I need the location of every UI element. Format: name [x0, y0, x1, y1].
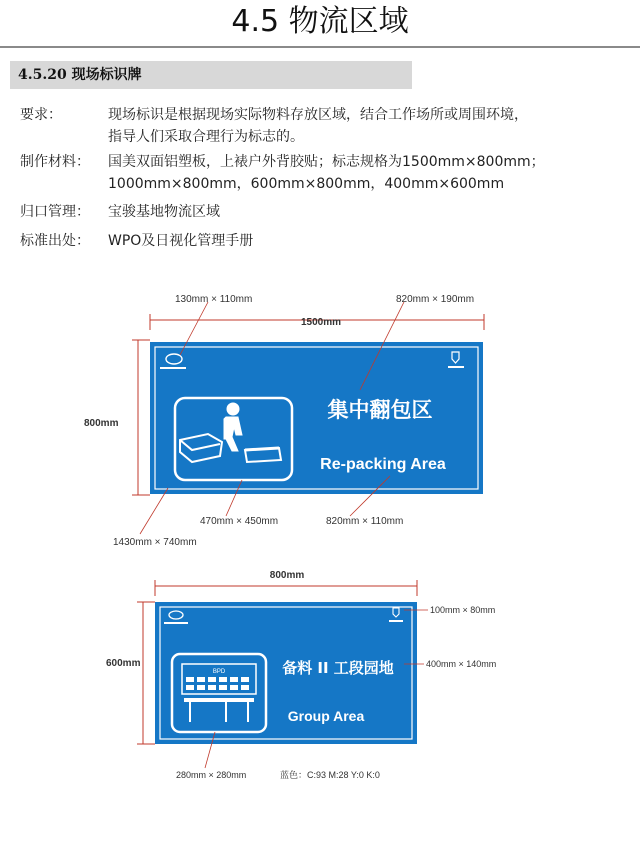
sign1-logo-dim: 130mm × 110mm — [175, 294, 253, 305]
sign1-title-en: Re-packing Area — [320, 456, 446, 473]
sign2-logo-dim: 100mm × 80mm — [430, 605, 496, 615]
source-value: WPO及日视化管理手册 — [108, 233, 254, 249]
requirement-line-2: 指导人们采取合理行为标志的。 — [108, 129, 304, 145]
sign2-width-label: 800mm — [269, 570, 305, 581]
sign1-height-label: 800mm — [84, 418, 119, 429]
sign-color-note: 蓝色：C:93 M:28 Y:0 K:0 — [280, 770, 380, 780]
material-label: 制作材料： — [20, 154, 90, 170]
requirement-line-1: 现场标识是根据现场实际物料存放区域，结合工作场所或周围环境， — [108, 107, 528, 123]
sign1-inner-dim: 1430mm × 740mm — [113, 537, 197, 548]
requirement-value — [108, 104, 613, 148]
sign1-width-label: 1500mm — [300, 317, 342, 328]
sign1-diagram — [0, 280, 640, 560]
sign1-title-cn: 集中翻包区 — [327, 398, 433, 422]
sign2-height-label: 600mm — [106, 658, 141, 669]
board-label: BPD — [212, 669, 226, 675]
section-heading: 4.5.20 现场标识牌 — [18, 67, 142, 83]
owner-value: 宝骏基地物流区域 — [108, 204, 220, 220]
sign2-title-dim: 400mm × 140mm — [426, 659, 497, 669]
requirement-label: 要求： — [20, 107, 62, 123]
sign2-diagram — [0, 562, 640, 792]
page-title: 4.5 物流区域 — [231, 4, 409, 39]
section-heading-bar — [10, 61, 412, 89]
sign1-title-dim: 820mm × 190mm — [396, 294, 475, 305]
material-line-1: 国美双面铝塑板，上裱户外背胶贴；标志规格为1500mm×800mm； — [108, 154, 545, 170]
owner-label: 归口管理： — [20, 204, 90, 220]
sign2-icon-dim: 280mm × 280mm — [176, 770, 247, 780]
sign2-title-en: Group Area — [287, 708, 365, 724]
sign1-subtitle-dim: 820mm × 110mm — [326, 516, 404, 527]
sign1-icon-dim: 470mm × 450mm — [200, 516, 279, 527]
source-label: 标准出处： — [20, 233, 90, 249]
sign2-title-cn: 备料 II 工段园地 — [282, 659, 394, 677]
material-line-2: 1000mm×800mm，600mm×800mm，400mm×600mm — [108, 176, 505, 192]
title-divider — [0, 46, 640, 48]
material-value — [108, 151, 613, 195]
